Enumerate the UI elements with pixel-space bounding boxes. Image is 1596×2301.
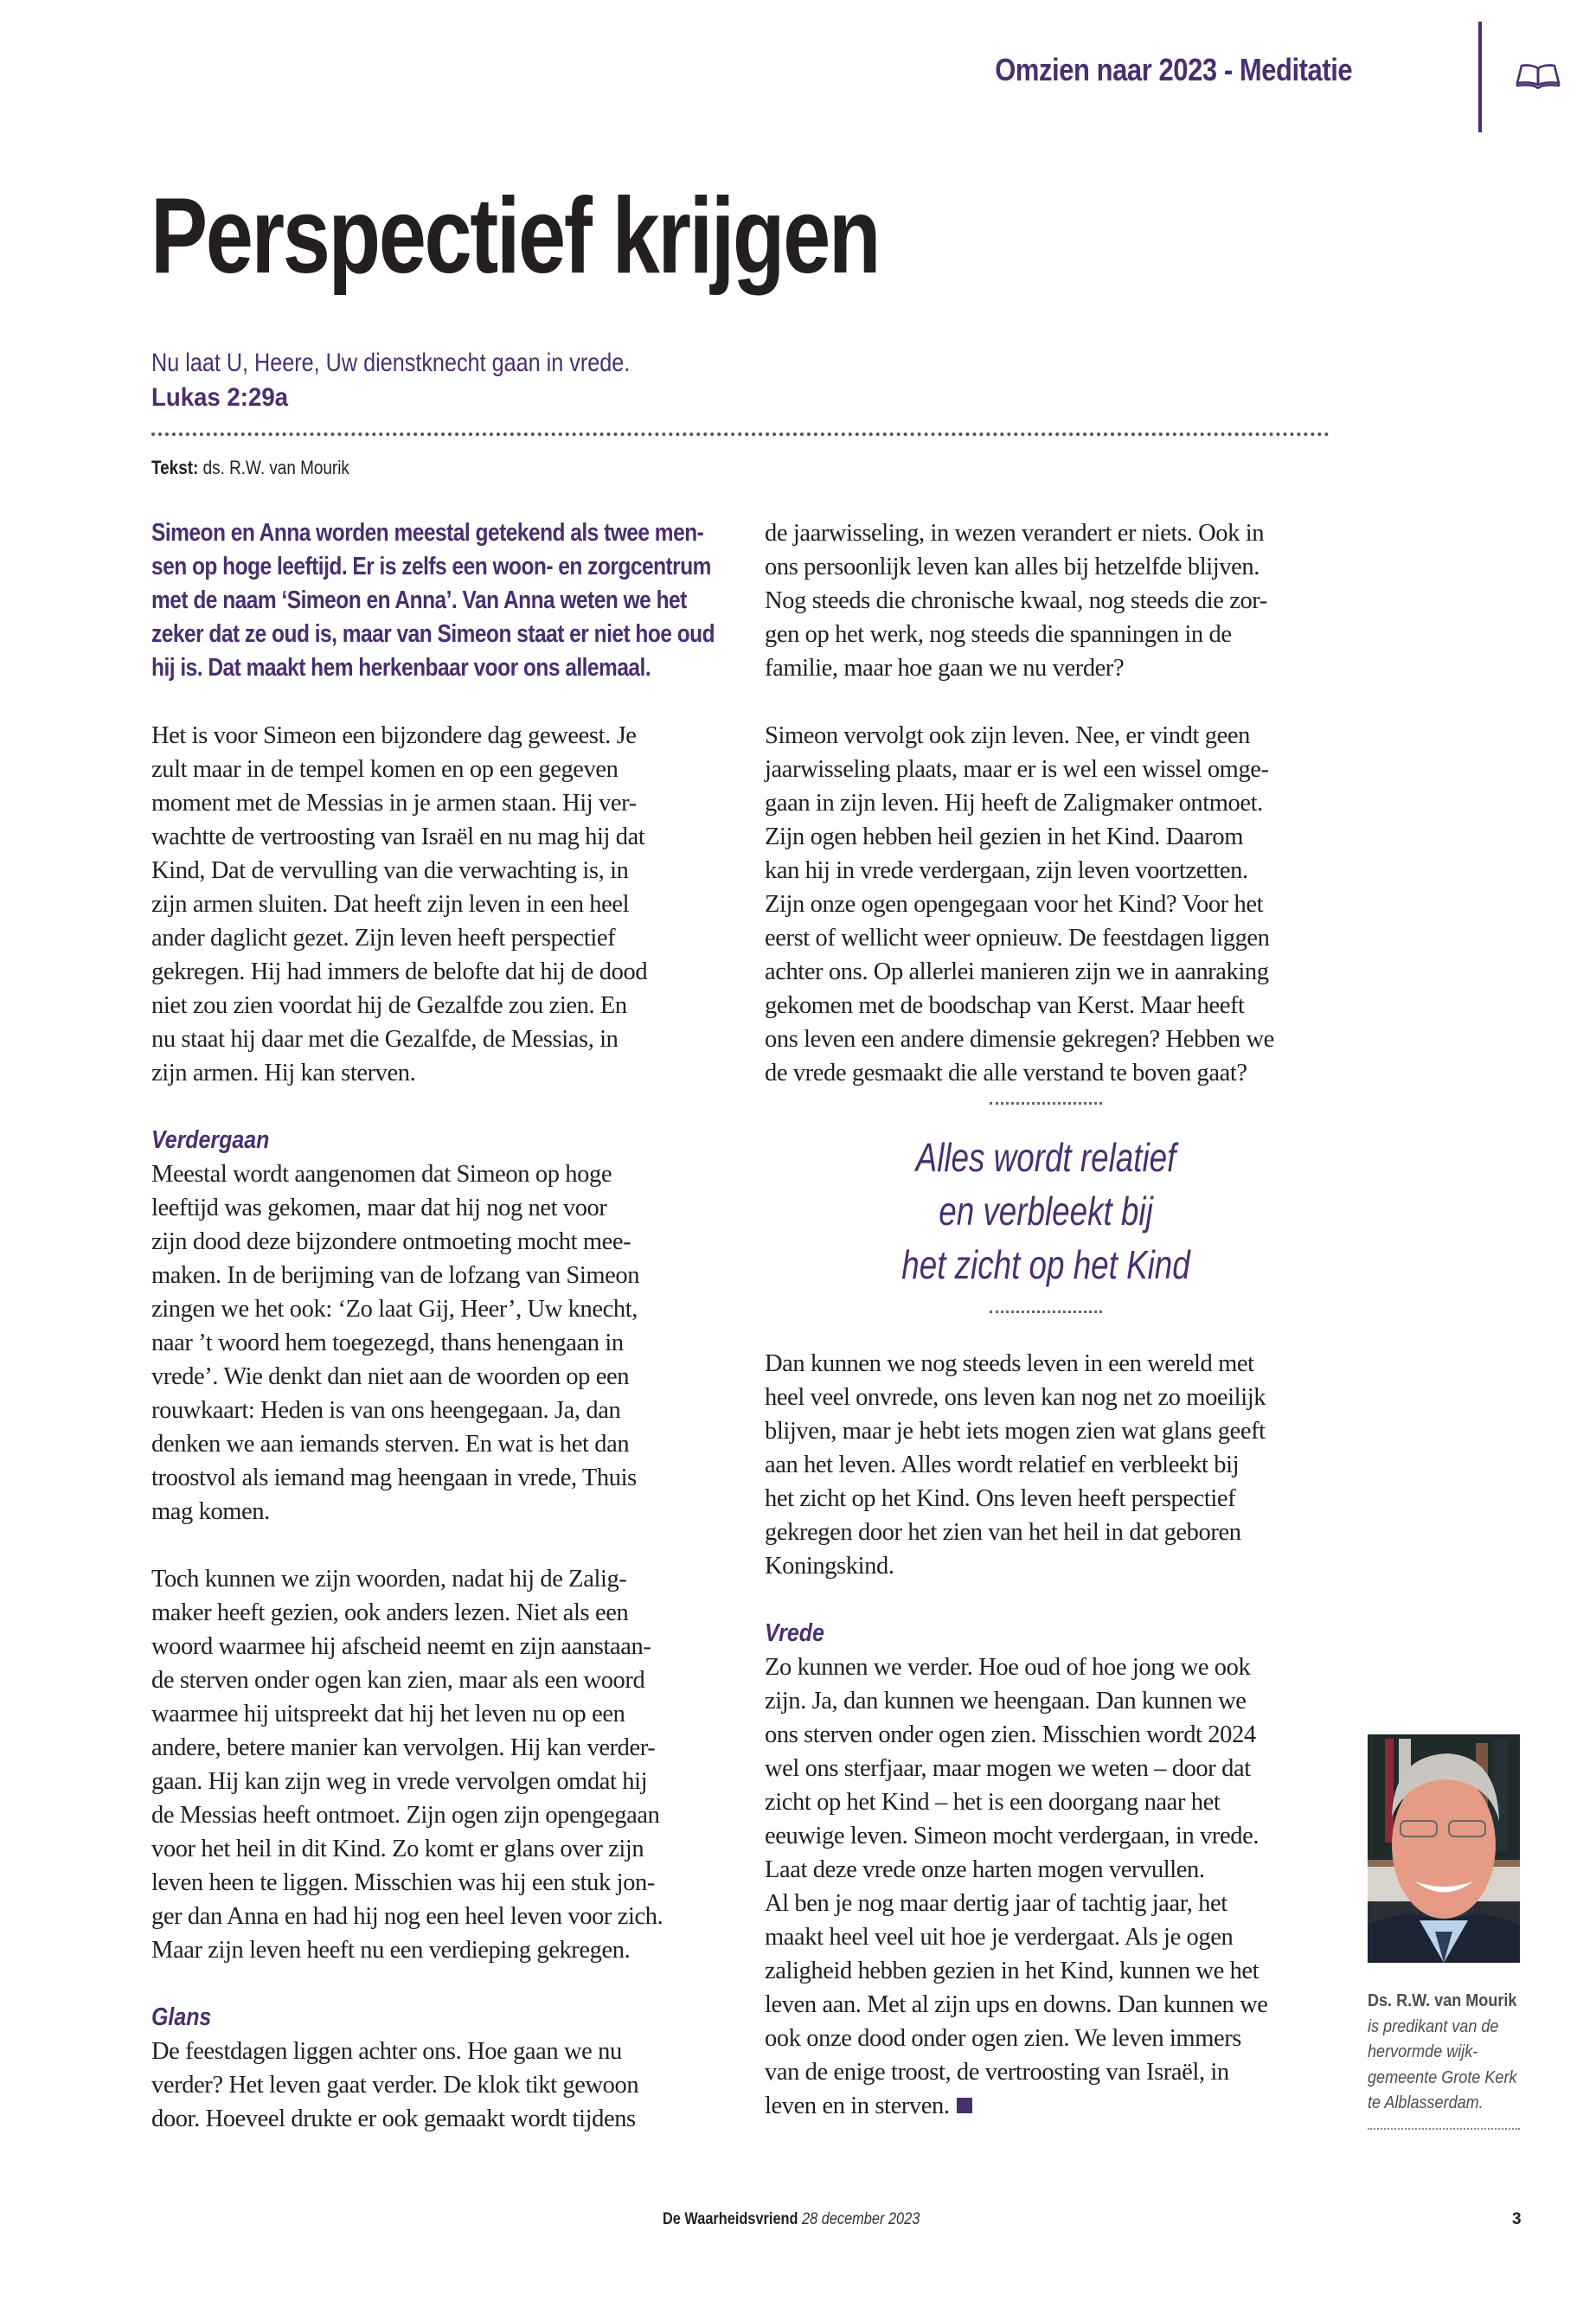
text-line: zijn dood deze bijzondere ontmoeting mocht mee-	[151, 1228, 631, 1255]
text-line: leeftijd was gekomen, maar dat hij nog net voor	[151, 1195, 607, 1221]
text-line: zingen we het ook: ‘Zo laat Gij, Heer’, Uw knecht,	[151, 1296, 638, 1323]
text-line: zicht op het Kind – het is een doorgang naar het	[765, 1789, 1221, 1816]
text-line: Nog steeds die chronische kwaal, nog steeds die zor-	[765, 587, 1267, 614]
paragraph	[151, 719, 714, 1090]
text-line: blijven, maar je hebt iets mogen zien wat glans geeft	[765, 1418, 1266, 1445]
text-line: voor het heil in dit Kind. Zo komt er glans over zijn	[151, 1836, 644, 1862]
text-line: Kind, Dat de vervulling van die verwachting is, in	[151, 857, 629, 884]
dotted-divider	[151, 433, 1330, 436]
text-line: zijn. Ja, dan kunnen we heengaan. Dan kunnen we	[765, 1688, 1247, 1715]
text-line: De feestdagen liggen achter ons. Hoe gaan we nu	[151, 2038, 622, 2065]
text-line: kan hij in vrede verdergaan, zijn leven voortzetten.	[765, 857, 1248, 884]
text-line: gekregen door het zien van het heil in dat geboren	[765, 1519, 1241, 1546]
text-line: het zicht op het Kind	[901, 1242, 1190, 1287]
text-line: Al ben je nog maar dertig jaar of tachtig jaar, het	[765, 1890, 1227, 1917]
text-line: Alles wordt relatief	[915, 1135, 1176, 1180]
text-line: leven aan. Met al zijn ups en downs. Dan kunnen we	[765, 1991, 1268, 2018]
text-line: Meestal wordt aangenomen dat Simeon op hoge	[151, 1161, 612, 1188]
text-line: Laat deze vrede onze harten mogen vervullen.	[765, 1856, 1205, 1883]
section-title: Omzien naar 2023 - Meditatie	[995, 52, 1352, 87]
text-line: gaan. Hij kan zijn weg in vrede vervolgen omdat hij	[151, 1768, 648, 1795]
pull-quote	[765, 1102, 1327, 1313]
text-line: zijn armen sluiten. Dat heeft zijn leven in een heel	[151, 891, 630, 918]
text-line: Simeon en Anna worden meestal getekend als twee men-	[151, 519, 704, 547]
text-line: gen op het werk, nog steeds die spanningen in de	[765, 621, 1232, 648]
text-line: eeuwige leven. Simeon mocht verdergaan, in vrede.	[765, 1823, 1259, 1849]
header-divider	[1478, 22, 1482, 132]
text-line: heel veel onvrede, ons leven kan nog net zo moeilijk	[765, 1384, 1266, 1411]
author-role: hervormde wijk-	[1368, 2041, 1478, 2061]
text-line: Zo kunnen we verder. Hoe oud of hoe jong we ook	[765, 1654, 1251, 1681]
pull-quote-dots-bottom	[990, 1311, 1102, 1313]
text-line: de jaarwisseling, in wezen verandert er niets. Ook in	[765, 520, 1265, 547]
text-line: achter ons. Op allerlei manieren zijn we in aanraking	[765, 958, 1269, 985]
text-line: ander daglicht gezet. Zijn leven heeft perspectief	[151, 925, 616, 952]
text-line: de Messias heeft ontmoet. Zijn ogen zijn opengegaan	[151, 1802, 660, 1829]
author-portrait	[1368, 1734, 1520, 1963]
paragraph	[151, 2035, 714, 2136]
subheading-vrede: Vrede	[765, 1619, 824, 1647]
text-line: vrede’. Wie denkt dan niet aan de woorden op een	[151, 1363, 630, 1390]
left-column	[151, 516, 714, 2170]
text-line: de vrede gesmaakt die alle verstand te boven gaat?	[765, 1060, 1247, 1086]
text-line: mag komen.	[151, 1498, 270, 1525]
text-line: Zijn onze ogen opengegaan voor het Kind? Voor het	[765, 891, 1264, 918]
right-column	[765, 516, 1327, 2157]
paragraph	[765, 1650, 1327, 2123]
paragraph	[765, 1347, 1327, 1583]
text-line: zaligheid hebben gezien in het Kind, kunnen we het	[765, 1958, 1259, 1984]
publication-name: De Waarheidsvriend	[663, 2210, 798, 2228]
text-line: Dan kunnen we nog steeds leven in een wereld met	[765, 1350, 1254, 1377]
text-line: ook onze dood onder ogen zien. We leven immers	[765, 2025, 1241, 2052]
end-mark-icon	[957, 2098, 972, 2113]
article-title: Perspectief krijgen	[151, 176, 880, 296]
text-line: aan het leven. Alles wordt relatief en verbleekt bij	[765, 1452, 1240, 1478]
text-line: ger dan Anna en had hij nog een heel leven voor zich.	[151, 1903, 663, 1930]
text-line: het zicht op het Kind. Ons leven heeft perspectief	[765, 1485, 1236, 1512]
text-line: sen op hoge leeftijd. Er is zelfs een woon- en zorgcentrum	[151, 553, 711, 580]
text-line: naar ’t woord hem toegezegd, thans henengaan in	[151, 1330, 624, 1356]
intro-paragraph	[151, 516, 714, 685]
text-line: moment met de Messias in je armen staan. Hij ver-	[151, 790, 637, 817]
byline-author: ds. R.W. van Mourik	[202, 457, 349, 478]
text-line: met de naam ‘Simeon en Anna’. Van Anna weten we het	[151, 586, 687, 614]
paragraph	[765, 516, 1327, 685]
text-line: Zijn ogen hebben heil gezien in het Kind. Daarom	[765, 824, 1243, 850]
text-line: Toch kunnen we zijn woorden, nadat hij de Zalig-	[151, 1566, 627, 1593]
open-book-icon	[1516, 61, 1561, 93]
author-role: is predikant van de	[1368, 2016, 1499, 2036]
author-role: gemeente Grote Kerk	[1368, 2067, 1517, 2087]
text-line: denken we aan iemands sterven. En wat is het dan	[151, 1431, 630, 1458]
text-line: rouwkaart: Heden is van ons heengegaan. Ja, dan	[151, 1397, 621, 1424]
text-line: jaarwisseling plaats, maar er is wel een wissel omge-	[765, 756, 1269, 783]
text-line: de sterven onder ogen kan zien, maar als een woord	[151, 1667, 645, 1694]
text-line: ons leven een andere dimensie gekregen? Hebben we	[765, 1026, 1274, 1053]
paragraph	[151, 1562, 714, 1967]
text-line: zeker dat ze oud is, maar van Simeon staat er niet hoe oud	[151, 620, 715, 648]
text-line: Koningskind.	[765, 1553, 894, 1580]
text-line: woord waarmee hij afscheid neemt en zijn aanstaan-	[151, 1633, 651, 1660]
text-line: door. Hoeveel drukte er ook gemaakt wordt tijdens	[151, 2106, 636, 2132]
scripture-verse	[151, 346, 721, 415]
text-line: ons persoonlijk leven kan alles bij hetzelfde blijven.	[765, 554, 1259, 580]
text-line: gaan in zijn leven. Hij heeft de Zaligmaker ontmoet.	[765, 790, 1263, 817]
page-number: 3	[1512, 2210, 1522, 2228]
text-line: waarmee hij uitspreekt dat hij het leven nu op een	[151, 1701, 625, 1727]
verse-reference: Lukas 2:29a	[151, 383, 289, 412]
text-line: verder? Het leven gaat verder. De klok tikt gewoon	[151, 2072, 639, 2099]
text-line: zult maar in de tempel komen en op een gegeven	[151, 756, 619, 783]
text-line: gekregen. Hij had immers de belofte dat hij de dood	[151, 958, 648, 985]
text-line: gekomen met de boodschap van Kerst. Maar heeft	[765, 992, 1245, 1019]
author-role: te Alblasserdam.	[1368, 2093, 1484, 2112]
text-line: Simeon vervolgt ook zijn leven. Nee, er vindt geen	[765, 722, 1250, 749]
text-line: familie, maar hoe gaan we nu verder?	[765, 655, 1125, 682]
text-line: zijn armen. Hij kan sterven.	[151, 1060, 416, 1086]
text-line: wachtte de vertroosting van Israël en nu mag hij dat	[151, 824, 645, 850]
author-divider	[1368, 2128, 1520, 2130]
text-line: troostvol als iemand mag heengaan in vrede, Thuis	[151, 1465, 637, 1491]
text-line: wel ons sterfjaar, maar mogen we weten – door dat	[765, 1755, 1251, 1782]
pull-quote-text	[765, 1105, 1327, 1311]
text-line: eerst of wellicht weer opnieuw. De feestdagen liggen	[765, 925, 1270, 952]
subheading-glans: Glans	[151, 2003, 212, 2031]
text-line: maakt heel veel uit hoe je verdergaat. Als je ogen	[765, 1924, 1234, 1951]
text-line: Maar zijn leven heeft nu een verdieping gekregen.	[151, 1937, 631, 1964]
byline-label: Tekst:	[151, 457, 199, 478]
paragraph	[765, 719, 1327, 1090]
text-line: leven en in sterven.	[765, 2089, 1327, 2123]
author-caption	[1368, 1988, 1541, 2116]
text-line: en verbleekt bij	[939, 1189, 1153, 1234]
text-line: ons sterven onder ogen zien. Misschien wordt 2024	[765, 1721, 1256, 1748]
text-line: hij is. Dat maakt hem herkenbaar voor ons allemaal.	[151, 654, 651, 682]
text-line: van de enige troost, de vertroosting van Israël, in	[765, 2059, 1229, 2086]
text-line: leven heen te liggen. Misschien was hij een stuk jon-	[151, 1869, 655, 1896]
paragraph	[151, 1157, 714, 1529]
text-line: maken. In de berijming van de lofzang van Simeon	[151, 1262, 640, 1289]
subheading-verdergaan: Verdergaan	[151, 1126, 270, 1154]
author-name: Ds. R.W. van Mourik	[1368, 1990, 1517, 2010]
text-line: maker heeft gezien, ook anders lezen. Niet als een	[151, 1599, 629, 1626]
page-footer	[663, 2210, 920, 2229]
byline	[151, 457, 349, 479]
issue-date: 28 december 2023	[802, 2210, 920, 2228]
text-line: niet zou zien voordat hij de Gezalfde zou zien. En	[151, 992, 627, 1019]
text-line: nu staat hij daar met die Gezalfde, de Messias, in	[151, 1026, 619, 1053]
verse-quote: Nu laat U, Heere, Uw dienstknecht gaan in vrede.	[151, 349, 631, 377]
text-line: andere, betere manier kan vervolgen. Hij kan verder-	[151, 1734, 656, 1761]
text-line: Het is voor Simeon een bijzondere dag geweest. Je	[151, 722, 637, 749]
